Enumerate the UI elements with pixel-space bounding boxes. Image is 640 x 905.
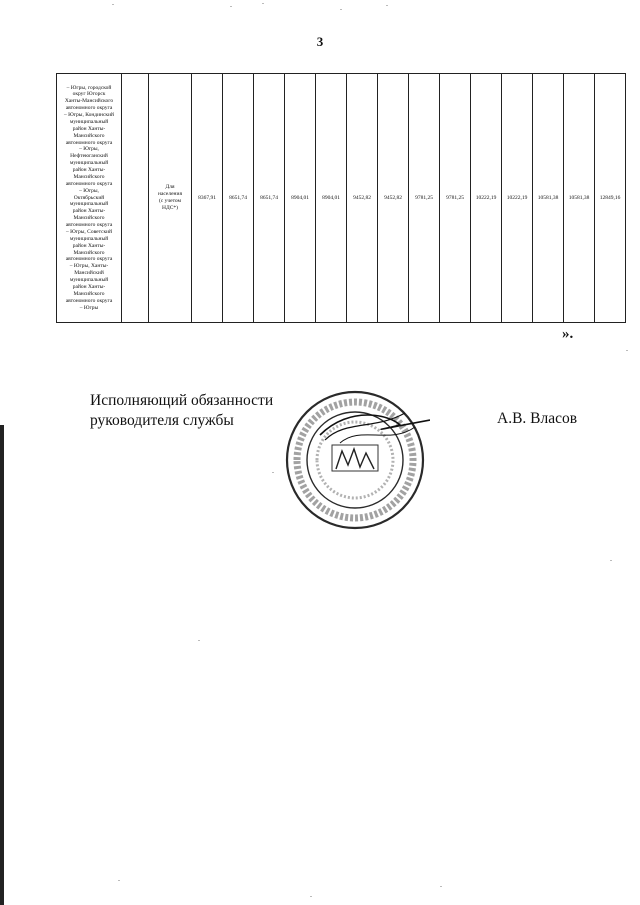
territory-line: автономного округа [65,256,113,263]
tariff-table [56,73,626,323]
territory-line: район Ханты- [72,208,106,215]
territory-line: Мансийского [73,132,105,139]
territory-line: Октябрьский [73,194,105,201]
territory-line: муниципальный [69,118,109,125]
official-seal-stamp [280,385,430,535]
territory-line: – Югры, городской [66,84,112,91]
territory-line: – Югры, [79,187,99,194]
tariff-value: 9781,25 [409,74,440,323]
tariff-value: 9452,82 [347,74,378,323]
tariff-value: 8904,01 [285,74,316,323]
consumer-category-line: населения [158,191,182,198]
signatory-title [90,391,273,431]
consumer-category-line: (с учетом [158,198,182,204]
territory-line: муниципальный [69,277,109,284]
territory-line: район Ханты- [72,283,106,290]
page-number: 3 [316,34,324,49]
territory-line: муниципальный [69,235,109,242]
tariff-value: 8651,74 [254,74,285,323]
signatory-title-line: Исполняющий обязанности [90,392,274,409]
territory-line: – Югры, [79,146,99,153]
territory-line: – Югры, Кондинский [63,112,114,119]
territory-line: автономного округа [65,139,113,146]
signatory-title-line: руководителя службы [90,412,234,429]
territory-line: – Югры [79,304,99,311]
tariff-value: 10222,19 [502,74,533,323]
tariff-value: 10581,38 [564,74,595,323]
tariff-value: 10581,38 [533,74,564,323]
signatory-name: А.В. Власов [497,410,578,427]
consumer-category-line: НДС*) [162,204,178,211]
table-row [57,74,626,323]
territory-line: район Ханты- [72,242,106,249]
territory-line: – Югры, Советский [65,228,113,235]
territory-line: Мансийского [73,249,105,256]
territory-line: – Югры, Ханты- [69,263,109,270]
consumer-category-cell [149,74,192,323]
territory-line: автономного округа [65,222,113,229]
territory-line: автономного округа [65,180,113,187]
tariff-value: 8367,91 [192,74,223,323]
territory-line: район Ханты- [72,125,106,132]
tariff-value: 10222,19 [471,74,502,323]
scan-edge-bar [0,425,4,905]
territory-line: Мансийского [73,290,105,297]
tariff-value: 8904,01 [316,74,347,323]
empty-cell [122,74,149,323]
territory-line: Мансийского [73,173,105,180]
territory-line: муниципальный [69,201,109,208]
territory-line: округ Югорск [72,91,106,98]
territory-line: Мансийский [74,270,104,277]
territory-line: автономного округа [65,297,113,304]
territory-line: Мансийского [73,215,105,222]
territory-line: муниципальный [69,160,109,167]
closing-quote: ». [562,326,574,342]
consumer-category-line: Для [165,184,175,191]
tariff-value: 9781,25 [440,74,471,323]
territory-cell [57,74,122,323]
tariff-value: 12849,16 [595,74,626,323]
territory-line: Ханты-Мансийского [64,98,114,105]
tariff-value: 8651,74 [223,74,254,323]
territory-line: район Ханты- [72,167,106,174]
territory-line: Нефтеюганский [70,153,108,160]
territory-line: автономного округа [65,105,113,112]
tariff-value: 9452,82 [378,74,409,323]
